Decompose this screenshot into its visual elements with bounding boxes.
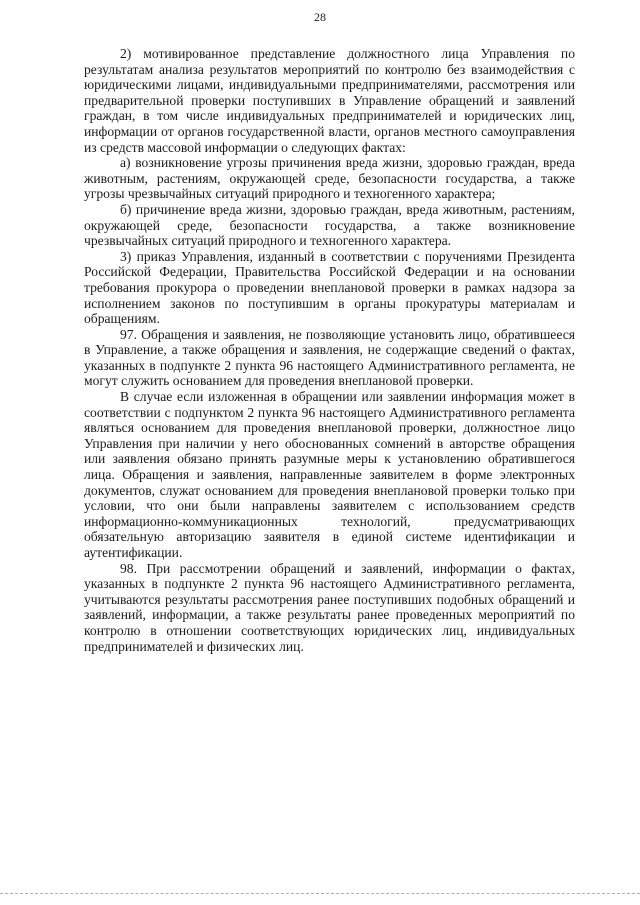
paragraph-item-3-order: 3) приказ Управления, изданный в соответствии с поручениями Президента Российской Федерации, Правительства Российской Федерации и на основании требования прокурора о проведении внеплановой проверки в рамках надзора за исполнением законов по поступившим в органы прокуратуры материалам и обращениям.: [84, 248, 575, 327]
paragraph-subitem-a-threat: а) возникновение угрозы причинения вреда жизни, здоровью граждан, вреда животным, растениям, окружающей среде, безопасности государства, а также угрозы чрезвычайных ситуаций природного и техногенного характера;: [84, 155, 575, 202]
footer-divider: [0, 893, 640, 894]
document-body: [84, 46, 575, 654]
paragraph-clause-98: 98. При рассмотрении обращений и заявлений, информации о фактах, указанных в подпункте 2 пункта 96 настоящего Административного регламента, учитываются результаты рассмотрения ранее поступивших подобных обращений и заявлений, информации, а также результаты ранее проведенных мероприятий по контролю в отношении соответствующих юридических лиц, индивидуальных предпринимателей и физических лиц.: [84, 560, 575, 654]
page-number: 28: [314, 10, 326, 24]
paragraph-subitem-b-harm: б) причинение вреда жизни, здоровью граждан, вреда животным, растениям, окружающей среде, безопасности государства, а также возникновение чрезвычайных ситуаций природного и техногенного характера.: [84, 201, 575, 249]
paragraph-clause-97-continuation: В случае если изложенная в обращении или заявлении информация может в соответствии с подпунктом 2 пункта 96 настоящего Административного регламента являться основанием для проведения внеплановой проверки, должностное лицо Управления при наличии у него обоснованных сомнений в авторстве обращения или заявления обязано принять разумные меры к установлению обратившегося лица. Обращения и заявления, направленные заявителем в форме электронных документов, служат основанием для проведения внеплановой проверки только при условии, что они были направлены заявителем с использованием средств информационно-коммуникационных технологий, предусматривающих обязательную авторизацию заявителя в единой системе идентификации и аутентификации.: [84, 389, 575, 560]
paragraph-clause-97: 97. Обращения и заявления, не позволяющие установить лицо, обратившееся в Управление, а также обращения и заявления, не содержащие сведений о фактах, указанных в подпункте 2 пункта 96 настоящего Административного регламента, не могут служить основанием для проведения внеплановой проверки.: [84, 326, 575, 389]
paragraph-item-2-motivated-submission: 2) мотивированное представление должностного лица Управления по результатам анализа результатов мероприятий по контролю без взаимодействия с юридическими лицами, индивидуальными предпринимателями, рассмотрения или предварительной проверки поступивших в Управление обращений и заявлений граждан, в том числе индивидуальных предпринимателей и юридических лиц, информации от органов государственной власти, органов местного самоуправления из средств массовой информации о следующих фактах:: [84, 46, 575, 155]
